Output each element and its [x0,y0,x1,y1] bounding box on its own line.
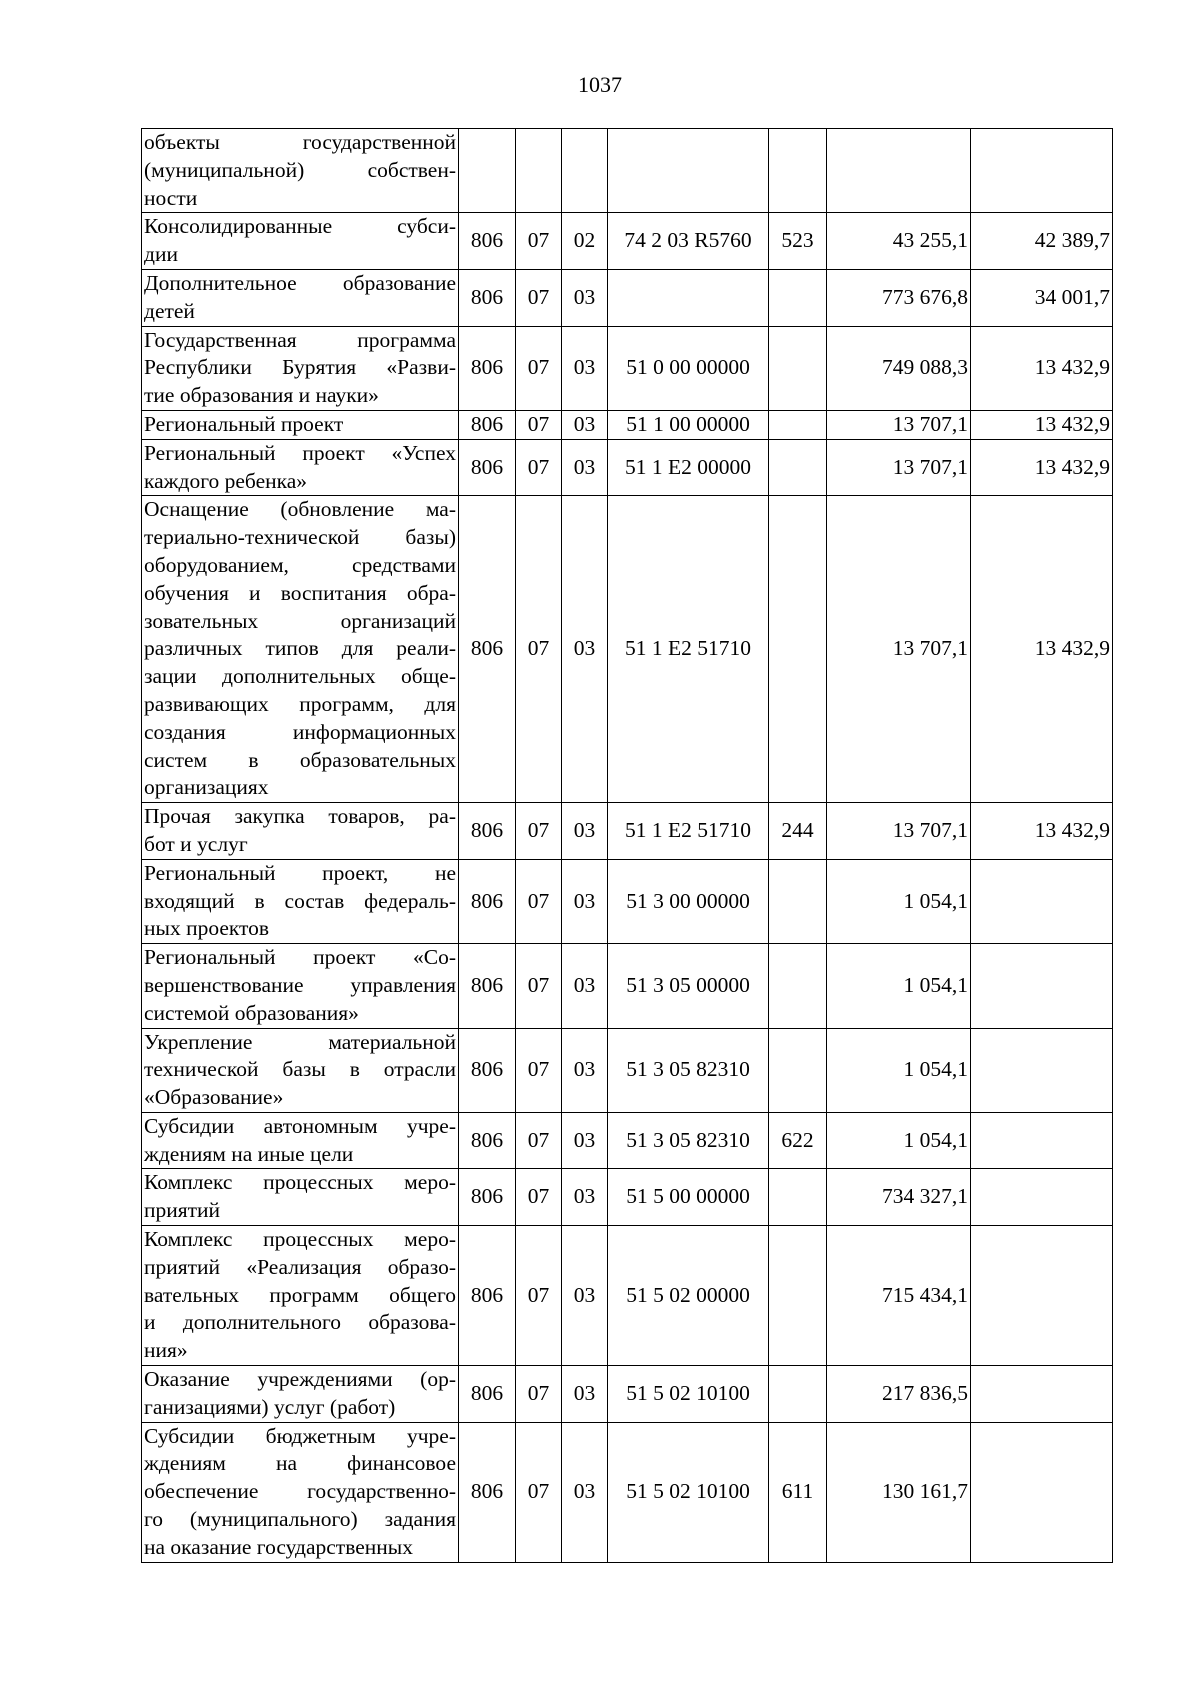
cell-pr: 03 [562,1226,608,1366]
cell-sum-2: 13 432,9 [971,410,1113,439]
cell-ved: 806 [459,1028,516,1112]
cell-name-line: различных типов для реали- [144,636,456,661]
cell-name-line: технической базы в отрасли [144,1057,456,1082]
cell-sum-1: 773 676,8 [827,269,971,326]
budget-table [141,128,1113,1563]
table-row [142,1226,1113,1366]
cell-name-line: на оказание государственных [144,1534,413,1559]
cell-sum-1: 1 054,1 [827,859,971,943]
cell-name-line: «Образование» [144,1085,284,1110]
cell-sum-2 [971,1366,1113,1423]
cell-rz: 07 [516,1028,562,1112]
cell-rz: 07 [516,213,562,270]
cell-name-line: Региональный проект, не [144,860,456,885]
cell-pr: 03 [562,1366,608,1423]
cell-rz [516,129,562,213]
cell-ved: 806 [459,803,516,860]
cell-csr: 51 3 05 00000 [608,944,769,1028]
cell-name-line: Региональный проект [144,411,344,436]
cell-vr [769,1169,827,1226]
cell-csr: 51 1 E2 51710 [608,496,769,803]
cell-vr [769,859,827,943]
table-row [142,1169,1113,1226]
cell-name-line: Дополнительное образование [144,270,456,295]
cell-sum-1: 1 054,1 [827,944,971,1028]
table-row [142,1112,1113,1169]
cell-csr: 51 1 E2 00000 [608,439,769,496]
cell-name-line: дии [144,242,178,267]
cell-ved: 806 [459,439,516,496]
cell-sum-2 [971,1112,1113,1169]
table-row [142,496,1113,803]
cell-csr [608,269,769,326]
cell-csr: 51 1 E2 51710 [608,803,769,860]
cell-name-line: приятий [144,1198,221,1223]
cell-rz: 07 [516,1226,562,1366]
table-row [142,859,1113,943]
cell-name-line: Консолидированные субси- [144,214,456,239]
cell-name-line: обучения и воспитания обра- [144,580,456,605]
cell-name-line: систем в образовательных [144,747,456,772]
cell-vr [769,944,827,1028]
cell-name-line: ности [144,185,198,210]
cell-ved: 806 [459,326,516,410]
table-row [142,269,1113,326]
cell-pr: 03 [562,859,608,943]
cell-rz: 07 [516,326,562,410]
cell-csr: 51 3 05 82310 [608,1028,769,1112]
cell-vr [769,129,827,213]
cell-name-line: Региональный проект «Со- [144,945,456,970]
cell-pr: 03 [562,1028,608,1112]
cell-name-line: зовательных организаций [144,608,456,633]
cell-pr: 03 [562,1112,608,1169]
cell-name [142,1366,459,1423]
cell-ved: 806 [459,1169,516,1226]
cell-sum-2 [971,1226,1113,1366]
cell-sum-2: 13 432,9 [971,803,1113,860]
cell-name [142,496,459,803]
cell-ved: 806 [459,410,516,439]
cell-name-line: объекты государственной [144,130,456,154]
cell-name-line: Региональный проект «Успех [144,440,456,465]
cell-name-line: Республики Бурятия «Разви- [144,355,456,380]
cell-csr: 74 2 03 R5760 [608,213,769,270]
table-body [142,129,1113,1563]
cell-name-line: развивающих программ, для [144,691,456,716]
cell-pr: 03 [562,439,608,496]
cell-name [142,129,459,213]
cell-rz: 07 [516,1169,562,1226]
cell-pr: 03 [562,1169,608,1226]
cell-name-line: зации дополнительных обще- [144,664,456,689]
cell-ved: 806 [459,859,516,943]
cell-name-line: входящий в состав федераль- [144,888,456,913]
cell-sum-1: 715 434,1 [827,1226,971,1366]
cell-ved: 806 [459,213,516,270]
cell-pr: 03 [562,944,608,1028]
cell-name [142,269,459,326]
table-row [142,326,1113,410]
cell-pr: 02 [562,213,608,270]
cell-sum-1: 1 054,1 [827,1028,971,1112]
cell-sum-2: 13 432,9 [971,496,1113,803]
cell-csr [608,129,769,213]
cell-name-line: го (муниципального) задания [144,1507,456,1532]
cell-name-line: организациях [144,775,269,800]
table-row [142,803,1113,860]
table-row [142,129,1113,213]
cell-rz: 07 [516,859,562,943]
cell-pr: 03 [562,1422,608,1562]
table-row [142,213,1113,270]
cell-name-line: ганизациями) услуг (работ) [144,1394,396,1419]
cell-ved [459,129,516,213]
cell-ved: 806 [459,496,516,803]
cell-sum-1: 43 255,1 [827,213,971,270]
cell-csr: 51 1 00 00000 [608,410,769,439]
cell-vr [769,1366,827,1423]
cell-name-line: создания информационных [144,719,456,744]
cell-name [142,1226,459,1366]
cell-sum-2 [971,944,1113,1028]
cell-sum-2: 13 432,9 [971,439,1113,496]
cell-name-line: Комплекс процессных меро- [144,1227,456,1252]
cell-name [142,326,459,410]
cell-name-line: ния» [144,1338,188,1363]
cell-pr: 03 [562,496,608,803]
cell-name [142,410,459,439]
cell-name-line: вершенствование управления [144,972,456,997]
cell-csr: 51 5 02 10100 [608,1366,769,1423]
cell-ved: 806 [459,269,516,326]
cell-name [142,439,459,496]
cell-sum-2: 34 001,7 [971,269,1113,326]
cell-ved: 806 [459,1112,516,1169]
cell-name [142,803,459,860]
cell-pr [562,129,608,213]
cell-rz: 07 [516,410,562,439]
cell-name-line: Оснащение (обновление ма- [144,497,456,522]
cell-sum-2: 13 432,9 [971,326,1113,410]
cell-csr: 51 0 00 00000 [608,326,769,410]
cell-name-line: Укрепление материальной [144,1029,456,1054]
cell-name-line: Государственная программа [144,327,456,352]
cell-sum-2 [971,1028,1113,1112]
cell-name-line: ных проектов [144,916,270,941]
cell-vr [769,1226,827,1366]
cell-rz: 07 [516,496,562,803]
cell-vr [769,1028,827,1112]
cell-name [142,859,459,943]
cell-name [142,1422,459,1562]
cell-sum-2 [971,129,1113,213]
cell-rz: 07 [516,1112,562,1169]
cell-sum-1: 13 707,1 [827,496,971,803]
cell-vr [769,269,827,326]
cell-csr: 51 5 00 00000 [608,1169,769,1226]
cell-sum-2: 42 389,7 [971,213,1113,270]
cell-name-line: Субсидии автономным учре- [144,1113,456,1138]
cell-name-line: системой образования» [144,1000,359,1025]
cell-rz: 07 [516,803,562,860]
cell-name-line: (муниципальной) собствен- [144,157,456,182]
cell-pr: 03 [562,410,608,439]
cell-rz: 07 [516,439,562,496]
cell-name-line: бот и услуг [144,831,248,856]
cell-name-line: обеспечение государственно- [144,1479,456,1504]
cell-pr: 03 [562,269,608,326]
cell-name [142,1028,459,1112]
cell-csr: 51 3 05 82310 [608,1112,769,1169]
cell-pr: 03 [562,326,608,410]
cell-csr: 51 5 02 00000 [608,1226,769,1366]
cell-name-line: териально-технической базы) [144,525,456,550]
cell-name [142,1112,459,1169]
cell-sum-1: 1 054,1 [827,1112,971,1169]
cell-rz: 07 [516,944,562,1028]
cell-name-line: Субсидии бюджетным учре- [144,1423,456,1448]
cell-vr: 244 [769,803,827,860]
cell-ved: 806 [459,1422,516,1562]
cell-name-line: Прочая закупка товаров, ра- [144,804,456,829]
cell-name [142,213,459,270]
cell-sum-2 [971,859,1113,943]
cell-name-line: каждого ребенка» [144,468,308,493]
cell-name-line: оборудованием, средствами [144,552,456,577]
cell-name [142,1169,459,1226]
cell-name-line: Комплекс процессных меро- [144,1170,456,1195]
cell-sum-1: 13 707,1 [827,410,971,439]
cell-name-line: Оказание учреждениями (ор- [144,1367,456,1392]
cell-sum-1: 13 707,1 [827,803,971,860]
cell-rz: 07 [516,269,562,326]
cell-rz: 07 [516,1422,562,1562]
cell-name-line: приятий «Реализация образо- [144,1254,456,1279]
cell-sum-1: 749 088,3 [827,326,971,410]
cell-name [142,944,459,1028]
cell-name-line: тие образования и науки» [144,383,379,408]
cell-vr [769,326,827,410]
cell-name-line: и дополнительного образова- [144,1310,456,1335]
table-row [142,1422,1113,1562]
cell-sum-1: 734 327,1 [827,1169,971,1226]
page-number: 1037 [578,72,622,97]
table-row [142,1366,1113,1423]
table-row [142,1028,1113,1112]
cell-pr: 03 [562,803,608,860]
cell-vr [769,439,827,496]
cell-sum-2 [971,1422,1113,1562]
cell-sum-1: 217 836,5 [827,1366,971,1423]
cell-vr: 611 [769,1422,827,1562]
cell-vr [769,410,827,439]
cell-csr: 51 3 00 00000 [608,859,769,943]
cell-name-line: ждениям на финансовое [144,1451,456,1476]
cell-vr: 622 [769,1112,827,1169]
cell-csr: 51 5 02 10100 [608,1422,769,1562]
cell-sum-2 [971,1169,1113,1226]
cell-sum-1: 13 707,1 [827,439,971,496]
cell-ved: 806 [459,1366,516,1423]
cell-rz: 07 [516,1366,562,1423]
cell-sum-1 [827,129,971,213]
cell-name-line: детей [144,298,195,323]
cell-ved: 806 [459,1226,516,1366]
table-row [142,439,1113,496]
table-row [142,944,1113,1028]
cell-name-line: ждениям на иные цели [144,1141,354,1166]
cell-sum-1: 130 161,7 [827,1422,971,1562]
table-row [142,410,1113,439]
cell-name-line: вательных программ общего [144,1282,456,1307]
cell-vr [769,496,827,803]
cell-ved: 806 [459,944,516,1028]
cell-vr: 523 [769,213,827,270]
